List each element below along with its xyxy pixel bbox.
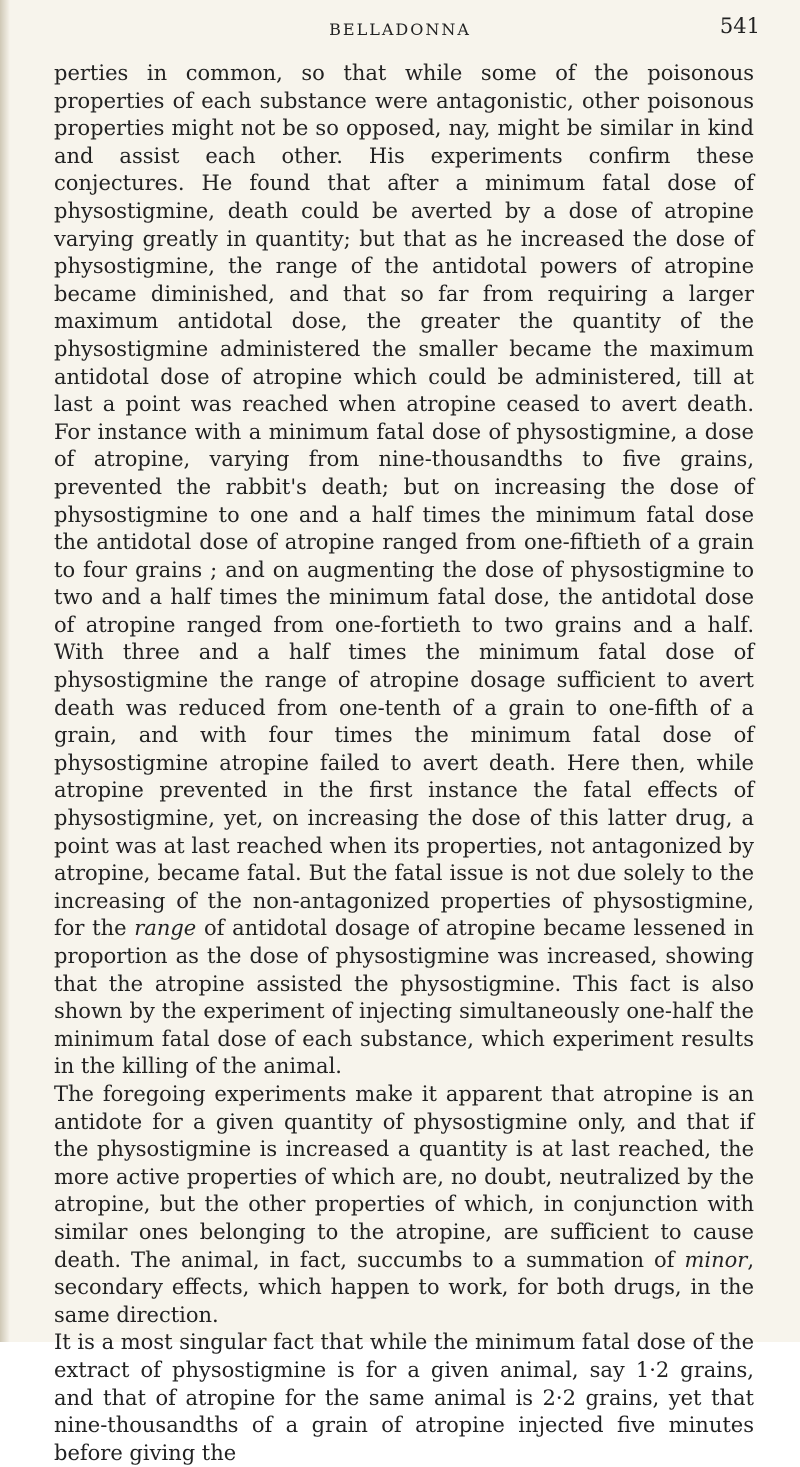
page-number: 541 <box>719 14 760 38</box>
text-segment: of antidotal dosage of atropine became lessened in proportion as the dose of physostigmine was increased, showing that the atropine assisted the physostigmine. This fact is also shown by the experiment of injecting simultaneously one-half the minimum fatal dose of each substance, which experiment results in the killing of the animal. <box>54 916 754 1079</box>
text-segment: , secondary effects, which happen to work, for both drugs, in the same direction. <box>54 1247 754 1327</box>
italic-range: range <box>134 916 197 941</box>
running-head: BELLADONNA <box>329 20 471 39</box>
paragraph-1 <box>54 60 754 1081</box>
text-segment: It is a most singular fact that while the minimum fatal dose of the extract of physostigmine is for a given animal, say 1·2 grains, and that of atropine for the same animal is 2·2 grains, yet that nine-thousandths of a grain of atropine injected five minutes before giving the <box>54 1330 755 1465</box>
italic-minor: minor <box>684 1247 748 1272</box>
body-text <box>54 60 754 1467</box>
paragraph-3 <box>54 1329 754 1467</box>
text-segment: perties in common, so that while some of the poisonous properties of each substance were antagonistic, other poisonous properties might not be so opposed, nay, might be similar in kind and assist each other. His experiments confirm these conjectures. He found that after a minimum fatal dose of physostigmine, death could be averted by a dose of atropine varying greatly in quantity; but that as he increased the dose of physostigmine, the range of the antidotal powers of atropine became diminished, and that so far from requiring a larger maximum antidotal dose, the greater the quantity of the physostigmine administered the smaller became the maximum antidotal dose of atropine which could be administered, till at last a point was reached when atropine ceased to avert death. For instance with a minimum fatal dose of physostigmine, a dose of atropine, varying from nine-thousandths to five grains, prevented the rabbit's death; but on increasing the dose of physostigmine to one and a half times the minimum fatal dose the antidotal dose of atropine ranged from one-fiftieth of a grain to four grains ; and on augmenting the dose of physostigmine to two and a half times the minimum fatal dose, the antidotal dose of atropine ranged from one-fortieth to two grains and a half. With three and a half times the minimum fatal dose of physostigmine the range of atropine dosage sufficient to avert death was reduced from one-tenth of a grain to one-fifth of a grain, and with four times the minimum fatal dose of physostigmine atropine failed to avert death. Here then, while atropine prevented in the first instance the fatal effects of physostigmine, yet, on increasing the dose of this latter drug, a point was at last reached when its properties, not antagonized by atropine, became fatal. But the fatal issue is not due solely to the increasing of the non-antagonized properties of physostigmine, for the <box>54 61 754 941</box>
text-segment: The foregoing experiments make it apparent that atropine is an antidote for a given quantity of physostigmine only, and that if the physostigmine is increased a quantity is at last reached, the more active properties of which are, no doubt, neutralized by the atropine, but the other properties of which, in conjunction with similar ones belonging to the atropine, are sufficient to cause death. The animal, in fact, succumbs to a summation of <box>54 1081 754 1272</box>
paragraph-2 <box>54 1081 754 1329</box>
page-binding-edge <box>0 0 10 1342</box>
